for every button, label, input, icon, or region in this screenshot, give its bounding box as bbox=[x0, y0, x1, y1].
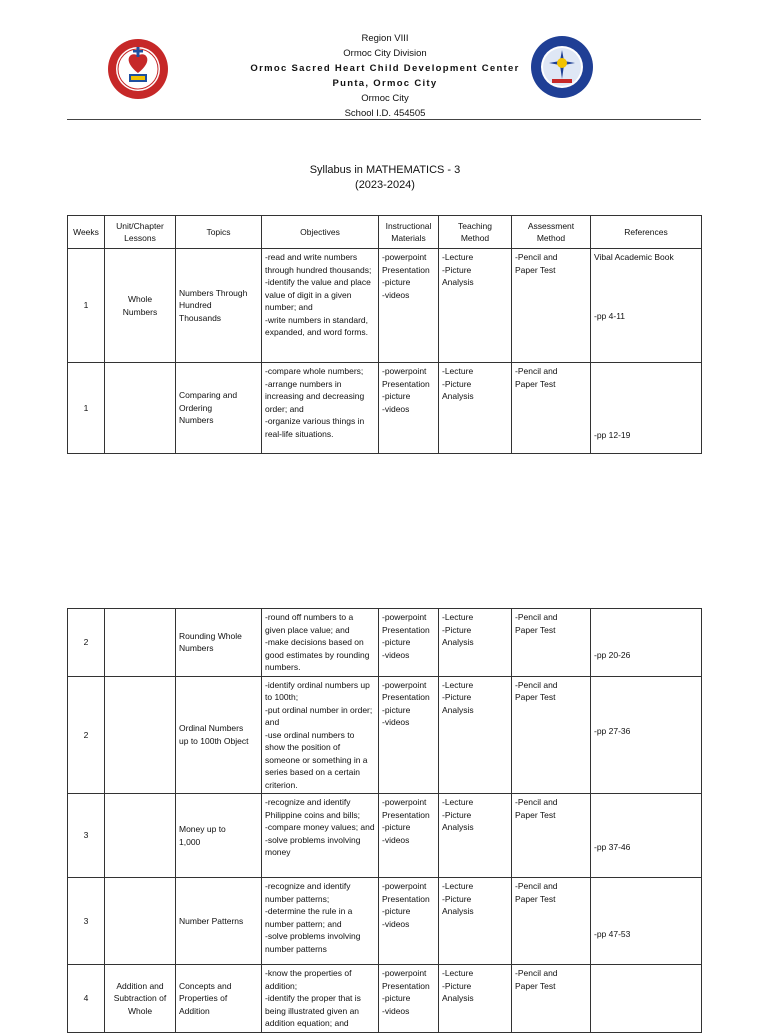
title-line-1: Syllabus in MATHEMATICS - 3 bbox=[309, 164, 461, 176]
week-cell: 1 bbox=[68, 249, 105, 363]
unit-cell bbox=[105, 363, 176, 454]
references-cell bbox=[591, 965, 702, 1033]
week-cell: 3 bbox=[68, 878, 105, 965]
assessment-cell: -Pencil and Paper Test bbox=[512, 878, 591, 965]
teaching-method-cell: -Lecture -Picture Analysis bbox=[439, 609, 512, 677]
column-header: Objectives bbox=[262, 216, 379, 249]
materials-cell: -powerpoint Presentation -picture -videos bbox=[379, 609, 439, 677]
materials-cell: -powerpoint Presentation -picture -videos bbox=[379, 794, 439, 878]
assessment-cell: -Pencil and Paper Test bbox=[512, 249, 591, 363]
teaching-method-cell: -Lecture -Picture Analysis bbox=[439, 794, 512, 878]
teaching-method-cell: -Lecture -Picture Analysis bbox=[439, 965, 512, 1033]
syllabus-table-part-1 bbox=[67, 215, 702, 454]
reference-pages: -pp 12-19 bbox=[594, 429, 631, 440]
teaching-method-cell: -Lecture -Picture Analysis bbox=[439, 363, 512, 454]
objectives-cell: -know the properties of addition; -identify the proper that is being illustrated given an addition equation; and bbox=[262, 965, 379, 1033]
table-row bbox=[68, 363, 702, 454]
column-header: References bbox=[591, 216, 702, 249]
assessment-cell: -Pencil and Paper Test bbox=[512, 609, 591, 677]
assessment-cell: -Pencil and Paper Test bbox=[512, 965, 591, 1033]
week-cell: 3 bbox=[68, 794, 105, 878]
week-cell: 2 bbox=[68, 676, 105, 794]
table-row bbox=[68, 676, 702, 794]
table-header-row bbox=[68, 216, 702, 249]
references-cell bbox=[591, 794, 702, 878]
topic-cell: Number Patterns bbox=[176, 878, 262, 965]
school-id: School I.D. 454505 bbox=[344, 108, 426, 119]
references-cell bbox=[591, 878, 702, 965]
column-header: Weeks bbox=[68, 216, 105, 249]
school-name: Ormoc Sacred Heart Child Development Center bbox=[250, 63, 520, 74]
materials-cell: -powerpoint Presentation -picture -videos bbox=[379, 965, 439, 1033]
unit-cell bbox=[105, 609, 176, 677]
topic-cell: Comparing and Ordering Numbers bbox=[176, 363, 262, 454]
objectives-cell: -identify ordinal numbers up to 100th; -put ordinal number in order; and -use ordinal numbers to show the position of someone or something in a series based on a certain criterion. bbox=[262, 676, 379, 794]
objectives-cell: -compare whole numbers; -arrange numbers in increasing and decreasing order; and -organize various things in real-life situations. bbox=[262, 363, 379, 454]
table-row bbox=[68, 965, 702, 1033]
week-cell: 2 bbox=[68, 609, 105, 677]
column-header: Unit/Chapter Lessons bbox=[105, 216, 176, 249]
objectives-cell: -recognize and identify number patterns; -determine the rule in a number pattern; and -solve problems involving number patterns bbox=[262, 878, 379, 965]
materials-cell: -powerpoint Presentation -picture -videos bbox=[379, 676, 439, 794]
unit-cell: Whole Numbers bbox=[105, 249, 176, 363]
references-cell bbox=[591, 676, 702, 794]
objectives-cell: -recognize and identify Philippine coins and bills; -compare money values; and -solve problems involving money bbox=[262, 794, 379, 878]
topic-cell: Numbers Through Hundred Thousands bbox=[176, 249, 262, 363]
reference-book: Vibal Academic Book bbox=[594, 252, 674, 262]
teaching-method-cell: -Lecture -Picture Analysis bbox=[439, 676, 512, 794]
school-header bbox=[200, 31, 570, 121]
week-cell: 4 bbox=[68, 965, 105, 1033]
column-header: Assessment Method bbox=[512, 216, 591, 249]
objectives-cell: -round off numbers to a given place value; and -make decisions based on good estimates by rounding numbers. bbox=[262, 609, 379, 677]
column-header: Instructional Materials bbox=[379, 216, 439, 249]
reference-pages: -pp 47-53 bbox=[594, 928, 631, 939]
reference-pages: -pp 4-11 bbox=[594, 310, 626, 321]
syllabus-title bbox=[200, 163, 570, 193]
teaching-method-cell: -Lecture -Picture Analysis bbox=[439, 249, 512, 363]
objectives-cell: -read and write numbers through hundred thousands; -identify the value and place value of digit in a given number; and -write numbers in standard, expanded, and word forms. bbox=[262, 249, 379, 363]
reference-pages: -pp 37-46 bbox=[594, 841, 631, 852]
division-text: Ormoc City Division bbox=[343, 48, 427, 59]
assessment-cell: -Pencil and Paper Test bbox=[512, 676, 591, 794]
title-line-2: (2023-2024) bbox=[355, 179, 415, 191]
week-cell: 1 bbox=[68, 363, 105, 454]
reference-pages: -pp 27-36 bbox=[594, 725, 631, 736]
topic-cell: Ordinal Numbers up to 100th Object bbox=[176, 676, 262, 794]
school-seal-logo bbox=[107, 38, 169, 100]
materials-cell: -powerpoint Presentation -picture -videos bbox=[379, 249, 439, 363]
reference-pages: -pp 20-26 bbox=[594, 650, 631, 660]
topic-cell: Money up to 1,000 bbox=[176, 794, 262, 878]
assessment-cell: -Pencil and Paper Test bbox=[512, 363, 591, 454]
table-row bbox=[68, 249, 702, 363]
table-row bbox=[68, 609, 702, 677]
column-header: Teaching Method bbox=[439, 216, 512, 249]
header-divider bbox=[67, 119, 701, 120]
unit-cell bbox=[105, 878, 176, 965]
materials-cell: -powerpoint Presentation -picture -videos bbox=[379, 878, 439, 965]
assessment-cell: -Pencil and Paper Test bbox=[512, 794, 591, 878]
topic-cell: Concepts and Properties of Addition bbox=[176, 965, 262, 1033]
unit-cell: Addition and Subtraction of Whole bbox=[105, 965, 176, 1033]
table-row bbox=[68, 794, 702, 878]
topic-cell: Rounding Whole Numbers bbox=[176, 609, 262, 677]
references-cell bbox=[591, 363, 702, 454]
region-text: Region VIII bbox=[361, 33, 409, 44]
references-cell bbox=[591, 609, 702, 677]
materials-cell: -powerpoint Presentation -picture -videos bbox=[379, 363, 439, 454]
unit-cell bbox=[105, 676, 176, 794]
column-header: Topics bbox=[176, 216, 262, 249]
references-cell bbox=[591, 249, 702, 363]
syllabus-table-part-2 bbox=[67, 608, 702, 1033]
unit-cell bbox=[105, 794, 176, 878]
school-address: Punta, Ormoc City bbox=[332, 78, 438, 89]
teaching-method-cell: -Lecture -Picture Analysis bbox=[439, 878, 512, 965]
city-text: Ormoc City bbox=[361, 93, 409, 104]
table-row bbox=[68, 878, 702, 965]
